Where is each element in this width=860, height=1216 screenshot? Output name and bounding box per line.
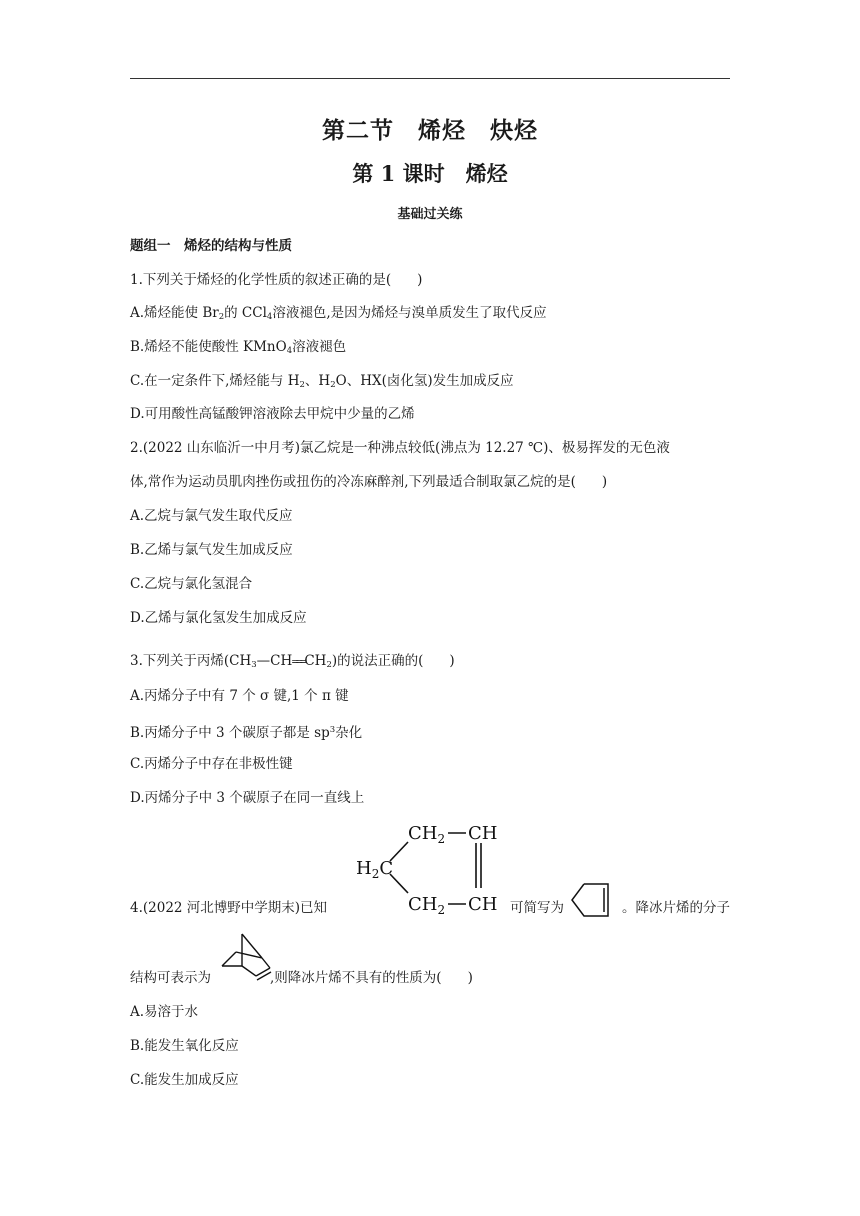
question-4-stem-line2: 结构可表示为 [130, 970, 211, 986]
question-3-option-c: C.丙烯分子中存在非极性键 [130, 756, 293, 772]
question-4-stem-line1: 4.(2022 河北博野中学期末)已知 [130, 900, 328, 916]
question-2-stem-line1: 2.(2022 山东临沂一中月考)氯乙烷是一种沸点较低(沸点为 12.27 ℃)、极易挥发的无色液 [130, 440, 670, 456]
question-3-option-d: D.丙烯分子中 3 个碳原子在同一直线上 [130, 790, 365, 806]
norbornene-skeletal-icon [220, 932, 272, 988]
section-title: 第二节 烯烃 炔烃 [322, 117, 538, 144]
lesson-title: 第 1 课时 烯烃 [352, 161, 508, 186]
group-heading: 题组一 烯烃的结构与性质 [130, 238, 292, 254]
question-3-stem: 3.下列关于丙烯$(CH_3—CH═══CH_2)$的说法正确的( ) [130, 653, 455, 670]
question-4-option-b: B.能发生氧化反应 [130, 1038, 239, 1054]
question-3-option-b: B.丙烯分子中 3 个碳原子都是 $sp^3$杂化 [130, 725, 363, 741]
question-1-option-d: D.可用酸性高锰酸钾溶液除去甲烷中少量的乙烯 [130, 406, 415, 422]
question-2-option-a: A.乙烷与氯气发生取代反应 [130, 508, 293, 524]
practice-label: 基础过关练 [397, 207, 463, 222]
question-1-stem: 1.下列关于烯烃的化学性质的叙述正确的是( ) [130, 272, 423, 288]
svg-text:H2C: $H_2C$ [356, 858, 394, 881]
question-4-stem-line1-post: 。降冰片烯的分子 [622, 900, 730, 916]
svg-text:CH: CH [468, 823, 498, 844]
question-2-stem-line2: 体,常作为运动员肌肉挫伤或扭伤的冷冻麻醉剂,下列最适合制取氯乙烷的是( ) [130, 474, 608, 490]
question-2-option-c: C.乙烷与氯化氢混合 [130, 576, 253, 592]
svg-text:CH2: $CH_2$ [408, 894, 446, 917]
header-rule [130, 78, 730, 79]
question-4-stem-line2-post: ,则降冰片烯不具有的性质为( ) [270, 970, 473, 986]
question-4-stem-line1-mid: 可简写为 [510, 900, 564, 916]
question-4-option-c: C.能发生加成反应 [130, 1072, 239, 1088]
question-4-option-a: A.易溶于水 [130, 1004, 199, 1020]
question-2-option-b: B.乙烯与氯气发生加成反应 [130, 542, 293, 558]
svg-text:CH2: $CH_2$ [408, 823, 446, 846]
svg-text:CH: CH [468, 894, 498, 915]
cyclopentene-structural-formula [352, 818, 512, 918]
question-1-option-c: C.在一定条件下,烯烃能与 $H_2$、$H_2O$、HX(卤化氢)发生加成反应 [130, 373, 514, 390]
question-3-option-a: A.丙烯分子中有 7 个 σ 键,1 个 π 键 [130, 688, 349, 704]
cyclopentene-skeletal-icon [570, 882, 618, 920]
question-1-option-a: A.烯烃能使 $Br_2$的 CCl$_4$溶液褪色,是因为烯烃与溴单质发生了取代反应 [130, 305, 547, 322]
question-1-option-b: B.烯烃不能使酸性 KMnO$_4$溶液褪色 [130, 339, 347, 356]
question-2-option-d: D.乙烯与氯化氢发生加成反应 [130, 610, 307, 626]
